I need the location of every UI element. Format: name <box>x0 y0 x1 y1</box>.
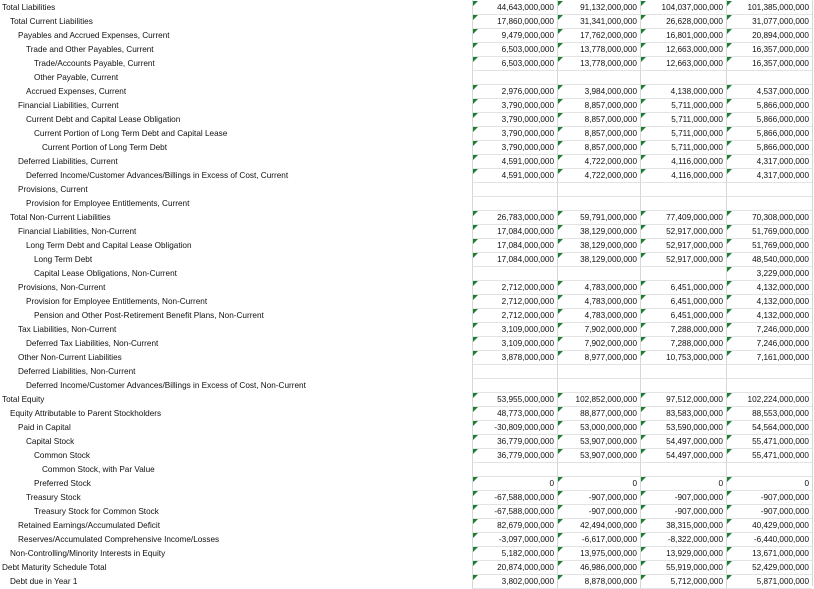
row-label: Treasury Stock for Common Stock <box>34 507 159 516</box>
value-cell[interactable]: 4,783,000,000 <box>557 309 640 323</box>
value-cell[interactable]: 52,917,000,000 <box>640 225 726 239</box>
value-cell[interactable]: -30,809,000,000 <box>472 421 557 435</box>
value-cell[interactable]: 4,132,000,000 <box>726 295 812 309</box>
value-cell[interactable] <box>726 71 812 85</box>
value-cell[interactable]: 2,712,000,000 <box>472 309 557 323</box>
value-cell[interactable]: 2,712,000,000 <box>472 281 557 295</box>
table-row <box>0 155 814 169</box>
value-cell[interactable]: 20,874,000,000 <box>472 561 557 575</box>
value-cell[interactable] <box>557 197 640 211</box>
value-cell[interactable]: 5,711,000,000 <box>640 141 726 155</box>
value-cell[interactable]: 54,497,000,000 <box>640 449 726 463</box>
value-cell[interactable]: -907,000,000 <box>640 491 726 505</box>
value-cell[interactable]: 101,385,000,000 <box>726 1 812 15</box>
row-label: Financial Liabilities, Current <box>18 101 119 110</box>
table-row <box>0 449 814 463</box>
value-cell[interactable]: 7,288,000,000 <box>640 323 726 337</box>
row-label: Treasury Stock <box>26 493 81 502</box>
value-cell[interactable]: 17,084,000,000 <box>472 239 557 253</box>
value-cell[interactable] <box>557 71 640 85</box>
value-cell[interactable]: 3,790,000,000 <box>472 99 557 113</box>
value-cell[interactable]: 3,229,000,000 <box>726 267 812 281</box>
row-label: Pension and Other Post-Retirement Benefit Plans, Non-Current <box>34 311 264 320</box>
value-cell[interactable]: 97,512,000,000 <box>640 393 726 407</box>
row-label: Other Non-Current Liabilities <box>18 353 122 362</box>
value-cell[interactable] <box>640 379 726 393</box>
value-cell[interactable]: 83,583,000,000 <box>640 407 726 421</box>
value-cell[interactable]: -907,000,000 <box>726 505 812 519</box>
value-cell[interactable]: 20,894,000,000 <box>726 29 812 43</box>
row-label: Debt due in Year 1 <box>10 577 78 586</box>
table-row <box>0 141 814 155</box>
value-cell[interactable]: 4,132,000,000 <box>726 309 812 323</box>
value-cell[interactable]: 12,663,000,000 <box>640 43 726 57</box>
value-cell[interactable]: -67,588,000,000 <box>472 491 557 505</box>
value-cell[interactable] <box>726 197 812 211</box>
row-label: Total Current Liabilities <box>10 17 93 26</box>
row-label: Common Stock <box>34 451 90 460</box>
value-cell[interactable]: 38,129,000,000 <box>557 253 640 267</box>
row-label: Tax Liabilities, Non-Current <box>18 325 117 334</box>
row-label: Current Portion of Long Term Debt and Capital Lease <box>34 129 228 138</box>
value-cell[interactable]: 7,161,000,000 <box>726 351 812 365</box>
value-cell[interactable] <box>726 379 812 393</box>
value-cell[interactable]: 8,857,000,000 <box>557 99 640 113</box>
table-row <box>0 239 814 253</box>
row-label: Deferred Tax Liabilities, Non-Current <box>26 339 159 348</box>
value-cell[interactable]: 77,409,000,000 <box>640 211 726 225</box>
value-cell[interactable]: 4,591,000,000 <box>472 169 557 183</box>
value-cell[interactable]: 104,037,000,000 <box>640 1 726 15</box>
value-cell[interactable]: 6,451,000,000 <box>640 295 726 309</box>
value-cell[interactable]: 70,308,000,000 <box>726 211 812 225</box>
value-cell[interactable]: -6,617,000,000 <box>557 533 640 547</box>
table-row <box>0 561 814 575</box>
value-cell[interactable]: 55,471,000,000 <box>726 435 812 449</box>
value-cell[interactable]: 7,902,000,000 <box>557 323 640 337</box>
value-cell[interactable]: 3,790,000,000 <box>472 127 557 141</box>
value-cell[interactable] <box>557 365 640 379</box>
value-cell[interactable]: -8,322,000,000 <box>640 533 726 547</box>
value-cell[interactable]: 53,907,000,000 <box>557 449 640 463</box>
value-cell[interactable]: 4,116,000,000 <box>640 169 726 183</box>
value-cell[interactable] <box>640 197 726 211</box>
value-cell[interactable] <box>640 365 726 379</box>
row-label: Provision for Employee Entitlements, Non-Current <box>26 297 208 306</box>
table-row <box>0 379 814 393</box>
value-cell[interactable]: 55,471,000,000 <box>726 449 812 463</box>
value-cell[interactable]: 52,917,000,000 <box>640 253 726 267</box>
value-cell[interactable] <box>472 365 557 379</box>
row-label: Preferred Stock <box>34 479 91 488</box>
table-row <box>0 1 814 15</box>
value-cell[interactable]: 0 <box>472 477 557 491</box>
value-cell[interactable]: 4,591,000,000 <box>472 155 557 169</box>
value-cell[interactable]: 13,929,000,000 <box>640 547 726 561</box>
value-cell[interactable]: 13,975,000,000 <box>557 547 640 561</box>
value-cell[interactable] <box>472 71 557 85</box>
table-row <box>0 281 814 295</box>
value-cell[interactable]: 26,628,000,000 <box>640 15 726 29</box>
row-label: Financial Liabilities, Non-Current <box>18 227 137 236</box>
value-cell[interactable]: 13,671,000,000 <box>726 547 812 561</box>
table-row <box>0 547 814 561</box>
value-cell[interactable]: 3,109,000,000 <box>472 337 557 351</box>
value-cell[interactable]: 54,497,000,000 <box>640 435 726 449</box>
table-row <box>0 421 814 435</box>
value-cell[interactable]: -907,000,000 <box>726 491 812 505</box>
row-label: Reserves/Accumulated Comprehensive Income/Losses <box>18 535 220 544</box>
table-row <box>0 393 814 407</box>
value-cell[interactable]: 52,917,000,000 <box>640 239 726 253</box>
table-row <box>0 295 814 309</box>
row-label: Accrued Expenses, Current <box>26 87 127 96</box>
value-cell[interactable]: 53,955,000,000 <box>472 393 557 407</box>
table-row <box>0 57 814 71</box>
value-cell[interactable]: 5,866,000,000 <box>726 141 812 155</box>
table-row <box>0 113 814 127</box>
value-cell[interactable] <box>557 183 640 197</box>
value-cell[interactable] <box>472 183 557 197</box>
value-cell[interactable] <box>640 183 726 197</box>
value-cell[interactable]: 88,877,000,000 <box>557 407 640 421</box>
value-cell[interactable] <box>640 71 726 85</box>
value-cell[interactable]: 7,288,000,000 <box>640 337 726 351</box>
row-label: Deferred Liabilities, Non-Current <box>18 367 136 376</box>
value-cell[interactable]: 17,084,000,000 <box>472 225 557 239</box>
row-label: Provisions, Non-Current <box>18 283 106 292</box>
table-row <box>0 267 814 281</box>
row-label: Deferred Liabilities, Current <box>18 157 118 166</box>
value-cell[interactable] <box>640 267 726 281</box>
value-cell[interactable]: 12,663,000,000 <box>640 57 726 71</box>
value-cell[interactable]: 3,878,000,000 <box>472 351 557 365</box>
table-row <box>0 477 814 491</box>
value-cell[interactable]: 6,503,000,000 <box>472 43 557 57</box>
row-label: Current Debt and Capital Lease Obligation <box>26 115 181 124</box>
value-cell[interactable] <box>557 267 640 281</box>
value-cell[interactable]: 3,802,000,000 <box>472 575 557 589</box>
value-cell[interactable]: 7,246,000,000 <box>726 337 812 351</box>
value-cell[interactable]: 8,857,000,000 <box>557 113 640 127</box>
table-row <box>0 169 814 183</box>
value-cell[interactable]: -907,000,000 <box>557 491 640 505</box>
value-cell[interactable]: 0 <box>640 477 726 491</box>
table-row <box>0 575 814 589</box>
value-cell[interactable]: 17,860,000,000 <box>472 15 557 29</box>
value-cell[interactable]: 53,590,000,000 <box>640 421 726 435</box>
table-row <box>0 43 814 57</box>
value-cell[interactable]: 91,132,000,000 <box>557 1 640 15</box>
value-cell[interactable]: 8,977,000,000 <box>557 351 640 365</box>
table-row <box>0 211 814 225</box>
value-cell[interactable]: 52,429,000,000 <box>726 561 812 575</box>
value-cell[interactable]: 55,919,000,000 <box>640 561 726 575</box>
value-cell[interactable]: 5,866,000,000 <box>726 99 812 113</box>
table-row <box>0 29 814 43</box>
value-cell[interactable]: 4,722,000,000 <box>557 169 640 183</box>
row-label: Deferred Income/Customer Advances/Billings in Excess of Cost, Non-Current <box>26 381 306 390</box>
value-cell[interactable]: 6,451,000,000 <box>640 309 726 323</box>
value-cell[interactable]: 44,643,000,000 <box>472 1 557 15</box>
value-cell[interactable]: 48,773,000,000 <box>472 407 557 421</box>
value-cell[interactable]: 0 <box>726 477 812 491</box>
value-cell[interactable]: 38,129,000,000 <box>557 225 640 239</box>
row-label: Capital Lease Obligations, Non-Current <box>34 269 177 278</box>
table-row <box>0 337 814 351</box>
value-cell[interactable]: 88,553,000,000 <box>726 407 812 421</box>
row-label: Provision for Employee Entitlements, Current <box>26 199 190 208</box>
value-cell[interactable]: 16,357,000,000 <box>726 57 812 71</box>
row-label: Non-Controlling/Minority Interests in Equity <box>10 549 166 558</box>
value-cell[interactable]: 2,712,000,000 <box>472 295 557 309</box>
value-cell[interactable]: 36,779,000,000 <box>472 435 557 449</box>
value-cell[interactable]: 53,907,000,000 <box>557 435 640 449</box>
value-cell[interactable]: 3,984,000,000 <box>557 85 640 99</box>
row-label: Current Portion of Long Term Debt <box>42 143 167 152</box>
value-cell[interactable]: 102,224,000,000 <box>726 393 812 407</box>
value-cell[interactable]: 7,246,000,000 <box>726 323 812 337</box>
value-cell[interactable]: -6,440,000,000 <box>726 533 812 547</box>
row-label: Debt Maturity Schedule Total <box>2 563 107 572</box>
table-row <box>0 99 814 113</box>
value-cell[interactable]: 82,679,000,000 <box>472 519 557 533</box>
table-row <box>0 519 814 533</box>
value-cell[interactable]: 38,129,000,000 <box>557 239 640 253</box>
value-cell[interactable]: 8,857,000,000 <box>557 127 640 141</box>
value-cell[interactable]: 10,753,000,000 <box>640 351 726 365</box>
value-cell[interactable]: 2,976,000,000 <box>472 85 557 99</box>
value-cell[interactable]: 16,357,000,000 <box>726 43 812 57</box>
table-row <box>0 533 814 547</box>
value-cell[interactable]: 48,540,000,000 <box>726 253 812 267</box>
table-row <box>0 365 814 379</box>
value-cell[interactable]: 17,084,000,000 <box>472 253 557 267</box>
value-cell[interactable]: 54,564,000,000 <box>726 421 812 435</box>
row-label: Total Liabilities <box>2 3 56 12</box>
value-cell[interactable]: 3,790,000,000 <box>472 141 557 155</box>
row-label: Total Non-Current Liabilities <box>10 213 111 222</box>
row-label: Trade and Other Payables, Current <box>26 45 154 54</box>
value-cell[interactable]: 5,182,000,000 <box>472 547 557 561</box>
table-row <box>0 85 814 99</box>
row-label: Total Equity <box>2 395 45 404</box>
row-label: Retained Earnings/Accumulated Deficit <box>18 521 160 530</box>
table-row <box>0 225 814 239</box>
value-cell[interactable]: -907,000,000 <box>557 505 640 519</box>
value-cell[interactable]: 13,778,000,000 <box>557 57 640 71</box>
value-cell[interactable]: -3,097,000,000 <box>472 533 557 547</box>
value-cell[interactable] <box>472 267 557 281</box>
value-cell[interactable]: 26,783,000,000 <box>472 211 557 225</box>
table-row <box>0 197 814 211</box>
table-row <box>0 505 814 519</box>
table-row <box>0 71 814 85</box>
table-row <box>0 183 814 197</box>
value-cell[interactable]: 5,711,000,000 <box>640 99 726 113</box>
row-label: Long Term Debt and Capital Lease Obligation <box>26 241 192 250</box>
row-label: Deferred Income/Customer Advances/Billings in Excess of Cost, Current <box>26 171 289 180</box>
row-label: Provisions, Current <box>18 185 88 194</box>
value-cell[interactable]: 6,503,000,000 <box>472 57 557 71</box>
value-cell[interactable]: 4,138,000,000 <box>640 85 726 99</box>
row-label: Trade/Accounts Payable, Current <box>34 59 155 68</box>
value-cell[interactable] <box>726 463 812 477</box>
value-cell[interactable]: -67,588,000,000 <box>472 505 557 519</box>
value-cell[interactable] <box>726 365 812 379</box>
value-cell[interactable]: 5,712,000,000 <box>640 575 726 589</box>
value-cell[interactable]: 4,132,000,000 <box>726 281 812 295</box>
row-label: Other Payable, Current <box>34 73 119 82</box>
table-row <box>0 309 814 323</box>
table-row <box>0 407 814 421</box>
value-cell[interactable]: 38,315,000,000 <box>640 519 726 533</box>
value-cell[interactable] <box>557 379 640 393</box>
table-row <box>0 435 814 449</box>
row-label: Equity Attributable to Parent Stockholders <box>10 409 162 418</box>
value-cell[interactable]: 36,779,000,000 <box>472 449 557 463</box>
value-cell[interactable]: 4,537,000,000 <box>726 85 812 99</box>
value-cell[interactable]: 16,801,000,000 <box>640 29 726 43</box>
table-row <box>0 463 814 477</box>
table-row <box>0 127 814 141</box>
value-cell[interactable]: 5,711,000,000 <box>640 127 726 141</box>
value-cell[interactable]: 13,778,000,000 <box>557 43 640 57</box>
value-cell[interactable]: 4,317,000,000 <box>726 169 812 183</box>
row-label: Paid in Capital <box>18 423 71 432</box>
value-cell[interactable] <box>472 463 557 477</box>
value-cell[interactable]: 5,871,000,000 <box>726 575 812 589</box>
value-cell[interactable]: 51,769,000,000 <box>726 225 812 239</box>
row-label: Long Term Debt <box>34 255 93 264</box>
value-cell[interactable]: 5,711,000,000 <box>640 113 726 127</box>
table-row <box>0 491 814 505</box>
value-cell[interactable]: 31,077,000,000 <box>726 15 812 29</box>
value-cell[interactable]: 4,783,000,000 <box>557 295 640 309</box>
value-cell[interactable]: 59,791,000,000 <box>557 211 640 225</box>
table-row <box>0 15 814 29</box>
value-cell[interactable] <box>472 197 557 211</box>
table-row <box>0 253 814 267</box>
value-cell[interactable]: 51,769,000,000 <box>726 239 812 253</box>
value-cell[interactable]: 8,878,000,000 <box>557 575 640 589</box>
value-cell[interactable]: 46,986,000,000 <box>557 561 640 575</box>
value-cell[interactable]: 5,866,000,000 <box>726 113 812 127</box>
value-cell[interactable]: 53,000,000,000 <box>557 421 640 435</box>
value-cell[interactable] <box>640 463 726 477</box>
row-label: Capital Stock <box>26 437 75 446</box>
value-cell[interactable]: 6,451,000,000 <box>640 281 726 295</box>
value-cell[interactable]: 42,494,000,000 <box>557 519 640 533</box>
row-label: Payables and Accrued Expenses, Current <box>18 31 170 40</box>
table-row <box>0 351 814 365</box>
row-label: Common Stock, with Par Value <box>42 465 155 474</box>
value-cell[interactable]: 4,116,000,000 <box>640 155 726 169</box>
value-cell[interactable]: -907,000,000 <box>640 505 726 519</box>
value-cell[interactable]: 8,857,000,000 <box>557 141 640 155</box>
value-cell[interactable] <box>557 463 640 477</box>
value-cell[interactable]: 3,109,000,000 <box>472 323 557 337</box>
value-cell[interactable]: 102,852,000,000 <box>557 393 640 407</box>
value-cell[interactable]: 0 <box>557 477 640 491</box>
value-cell[interactable]: 40,429,000,000 <box>726 519 812 533</box>
value-cell[interactable]: 4,783,000,000 <box>557 281 640 295</box>
value-cell[interactable]: 4,722,000,000 <box>557 155 640 169</box>
value-cell[interactable]: 4,317,000,000 <box>726 155 812 169</box>
value-cell[interactable]: 3,790,000,000 <box>472 113 557 127</box>
value-cell[interactable]: 9,479,000,000 <box>472 29 557 43</box>
value-cell[interactable]: 5,866,000,000 <box>726 127 812 141</box>
value-cell[interactable]: 7,902,000,000 <box>557 337 640 351</box>
value-cell[interactable] <box>726 183 812 197</box>
value-cell[interactable]: 31,341,000,000 <box>557 15 640 29</box>
value-cell[interactable] <box>472 379 557 393</box>
value-cell[interactable]: 17,762,000,000 <box>557 29 640 43</box>
table-row <box>0 323 814 337</box>
